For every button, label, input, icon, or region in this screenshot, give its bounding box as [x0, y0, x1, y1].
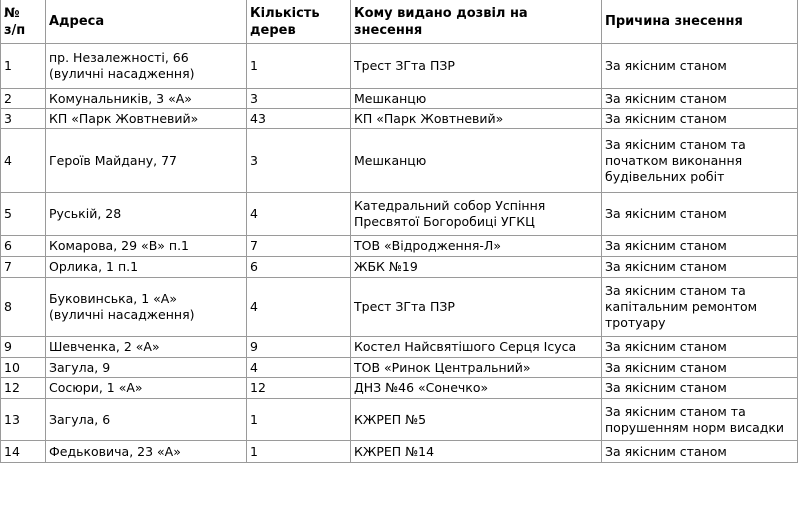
- cell-reason: За якісним станом: [602, 109, 798, 129]
- cell-num: 13: [1, 399, 46, 441]
- cell-reason: За якісним станом: [602, 378, 798, 399]
- cell-issued-to: Трест ЗГта ПЗР: [351, 44, 602, 89]
- cell-reason: За якісним станом: [602, 337, 798, 358]
- cell-count: 4: [247, 358, 351, 378]
- cell-issued-to: КЖРЕП №5: [351, 399, 602, 441]
- table-row: [1, 236, 798, 257]
- cell-num: 12: [1, 378, 46, 399]
- cell-issued-to: ТОВ «Ринок Центральний»: [351, 358, 602, 378]
- cell-reason: За якісним станом: [602, 89, 798, 109]
- cell-num: 5: [1, 193, 46, 236]
- cell-reason: За якісним станом та порушенням норм висадки: [602, 399, 798, 441]
- cell-address: Сосюри, 1 «А»: [46, 378, 247, 399]
- cell-num: 1: [1, 44, 46, 89]
- cell-num: 9: [1, 337, 46, 358]
- cell-reason: За якісним станом та початком виконання будівельних робіт: [602, 129, 798, 193]
- cell-reason: За якісним станом: [602, 193, 798, 236]
- cell-address: Буковинська, 1 «А» (вуличні насадження): [46, 278, 247, 337]
- cell-issued-to: Катедральний собор Успіння Пресвятої Богоробиці УГКЦ: [351, 193, 602, 236]
- cell-count: 1: [247, 399, 351, 441]
- cell-num: 8: [1, 278, 46, 337]
- cell-reason: За якісним станом: [602, 257, 798, 278]
- cell-count: 12: [247, 378, 351, 399]
- cell-address: Комунальників, 3 «А»: [46, 89, 247, 109]
- header-address: Адреса: [46, 0, 247, 44]
- cell-address: Руській, 28: [46, 193, 247, 236]
- cell-address: Загула, 6: [46, 399, 247, 441]
- cell-address: КП «Парк Жовтневий»: [46, 109, 247, 129]
- cell-count: 4: [247, 278, 351, 337]
- cell-num: 2: [1, 89, 46, 109]
- table-row: [1, 378, 798, 399]
- cell-count: 3: [247, 129, 351, 193]
- cell-count: 4: [247, 193, 351, 236]
- cell-count: 1: [247, 44, 351, 89]
- header-issued-to: Кому видано дозвіл на знесення: [351, 0, 602, 44]
- cell-count: 43: [247, 109, 351, 129]
- cell-reason: За якісним станом та капітальним ремонтом тротуару: [602, 278, 798, 337]
- cell-reason: За якісним станом: [602, 441, 798, 463]
- header-count: Кількість дерев: [247, 0, 351, 44]
- cell-num: 7: [1, 257, 46, 278]
- cell-count: 9: [247, 337, 351, 358]
- cell-num: 10: [1, 358, 46, 378]
- table-row: [1, 399, 798, 441]
- cell-issued-to: Мешканцю: [351, 89, 602, 109]
- cell-reason: За якісним станом: [602, 44, 798, 89]
- table-row: [1, 89, 798, 109]
- table-row: [1, 358, 798, 378]
- cell-reason: За якісним станом: [602, 358, 798, 378]
- table-row: [1, 337, 798, 358]
- cell-num: 6: [1, 236, 46, 257]
- table-row: [1, 44, 798, 89]
- table-row: [1, 257, 798, 278]
- table-row: [1, 278, 798, 337]
- table-row: [1, 441, 798, 463]
- cell-issued-to: Костел Найсвятішого Серця Ісуса: [351, 337, 602, 358]
- cell-issued-to: Мешканцю: [351, 129, 602, 193]
- table-row: [1, 193, 798, 236]
- cell-address: пр. Незалежності, 66 (вуличні насадження): [46, 44, 247, 89]
- table-row: [1, 129, 798, 193]
- cell-issued-to: Трест ЗГта ПЗР: [351, 278, 602, 337]
- header-row: [1, 0, 798, 44]
- cell-count: 6: [247, 257, 351, 278]
- cell-address: Комарова, 29 «В» п.1: [46, 236, 247, 257]
- cell-issued-to: КП «Парк Жовтневий»: [351, 109, 602, 129]
- cell-count: 1: [247, 441, 351, 463]
- cell-address: Федьковича, 23 «А»: [46, 441, 247, 463]
- cell-issued-to: ТОВ «Відродження-Л»: [351, 236, 602, 257]
- cell-issued-to: ЖБК №19: [351, 257, 602, 278]
- cell-count: 7: [247, 236, 351, 257]
- cell-address: Шевченка, 2 «А»: [46, 337, 247, 358]
- cell-reason: За якісним станом: [602, 236, 798, 257]
- header-num: № з/п: [1, 0, 46, 44]
- cell-count: 3: [247, 89, 351, 109]
- table-row: [1, 109, 798, 129]
- cell-num: 4: [1, 129, 46, 193]
- cell-num: 3: [1, 109, 46, 129]
- cell-num: 14: [1, 441, 46, 463]
- cell-issued-to: КЖРЕП №14: [351, 441, 602, 463]
- cell-address: Орлика, 1 п.1: [46, 257, 247, 278]
- cell-issued-to: ДНЗ №46 «Сонечко»: [351, 378, 602, 399]
- cell-address: Героїв Майдану, 77: [46, 129, 247, 193]
- header-reason: Причина знесення: [602, 0, 798, 44]
- cell-address: Загула, 9: [46, 358, 247, 378]
